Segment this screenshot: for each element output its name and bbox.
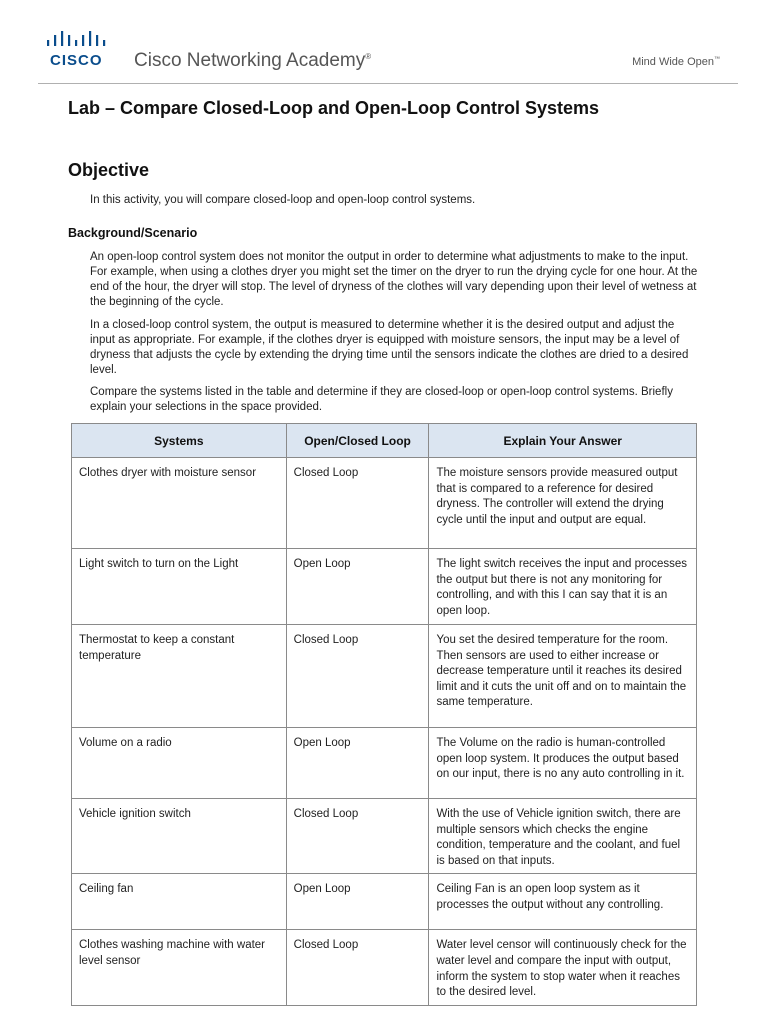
- explain-cell: Water level censor will continuously check for the water level and compare the input with output, inform the system to stop water when it reaches to the desired level.: [429, 930, 697, 1005]
- tagline-text: Mind Wide Open: [632, 56, 714, 68]
- cisco-bars-logo: [46, 30, 118, 50]
- system-cell: Thermostat to keep a constant temperature: [72, 625, 287, 728]
- academy-name: [134, 50, 371, 72]
- table-header-row: [72, 424, 697, 458]
- explain-cell: The light switch receives the input and processes the output but there is not any monitoring for controlling, and with this I can say that it is an open loop.: [429, 549, 697, 625]
- background-paragraph-1: An open-loop control system does not monitor the output in order to determine what adjustments to make to the input. For example, when using a clothes dryer you might set the timer on the dryer to run the drying cycle for one hour. At the end of the hour, the dryer will stop. The level of dryness of the clothes will vary depending upon their level of wetness at the beginning of the cycle.: [90, 251, 698, 308]
- background-heading: Background/Scenario: [68, 226, 198, 240]
- system-cell: Volume on a radio: [72, 728, 287, 799]
- academy-text: Cisco Networking Academy: [134, 50, 366, 71]
- table-row: [72, 799, 697, 874]
- loop-cell: Closed Loop: [286, 930, 429, 1005]
- background-paragraph-2: In a closed-loop control system, the output is measured to determine whether it is the desired output and adjust the input as appropriate. For example, if the clothes dryer is equipped with moisture sensors, the input may be a level of dryness that adjusts the cycle by extending the drying time until the sensors indicate the clothes are dried to a desired level.: [90, 319, 689, 376]
- system-cell: Clothes washing machine with water level sensor: [72, 930, 287, 1005]
- explain-cell: Ceiling Fan is an open loop system as it processes the output without any controlling.: [429, 874, 697, 930]
- loop-cell: Open Loop: [286, 549, 429, 625]
- column-header-explain: Explain Your Answer: [429, 424, 697, 458]
- cisco-logo: [46, 30, 118, 70]
- column-header-loop: Open/Closed Loop: [286, 424, 429, 458]
- registered-mark: ®: [365, 52, 372, 61]
- loop-cell: Closed Loop: [286, 799, 429, 874]
- table-row: [72, 874, 697, 930]
- column-header-systems: Systems: [72, 424, 287, 458]
- loop-cell: Open Loop: [286, 728, 429, 799]
- loop-cell: Open Loop: [286, 874, 429, 930]
- explain-cell: You set the desired temperature for the room. Then sensors are used to either increase or decrease temperature until it reaches its desired limit and it cuts the unit off and on to maintain the same temperature.: [429, 625, 697, 728]
- systems-table: [71, 423, 697, 1006]
- page-header: [0, 0, 768, 90]
- table-row: [72, 458, 697, 549]
- lab-title: Lab – Compare Closed-Loop and Open-Loop Control Systems: [68, 98, 600, 118]
- trademark: ™: [714, 56, 720, 63]
- tagline: [632, 56, 720, 68]
- table-row: [72, 549, 697, 625]
- system-cell: Vehicle ignition switch: [72, 799, 287, 874]
- table-row: [72, 625, 697, 728]
- explain-cell: With the use of Vehicle ignition switch, there are multiple sensors which checks the engine condition, temperature and the coolant, and fuel is based on that inputs.: [429, 799, 697, 874]
- cisco-wordmark: CISCO: [50, 52, 103, 69]
- system-cell: Clothes dryer with moisture sensor: [72, 458, 287, 549]
- loop-cell: Closed Loop: [286, 458, 429, 549]
- table-row: [72, 728, 697, 799]
- objective-text: In this activity, you will compare closed-loop and open-loop control systems.: [90, 194, 476, 206]
- explain-cell: The moisture sensors provide measured output that is compared to a reference for desired dryness. The controller will extend the drying cycle until the input and output are equal.: [429, 458, 697, 549]
- table-row: [72, 930, 697, 1005]
- background-paragraph-3: Compare the systems listed in the table and determine if they are closed-loop or open-loop control systems. Briefly explain your selections in the space provided.: [90, 386, 673, 413]
- explain-cell: The Volume on the radio is human-controlled open loop system. It produces the output based on our input, there is no any auto controlling in it.: [429, 728, 697, 799]
- loop-cell: Closed Loop: [286, 625, 429, 728]
- system-cell: Ceiling fan: [72, 874, 287, 930]
- system-cell: Light switch to turn on the Light: [72, 549, 287, 625]
- objective-heading: Objective: [68, 160, 150, 180]
- header-divider: [38, 83, 738, 84]
